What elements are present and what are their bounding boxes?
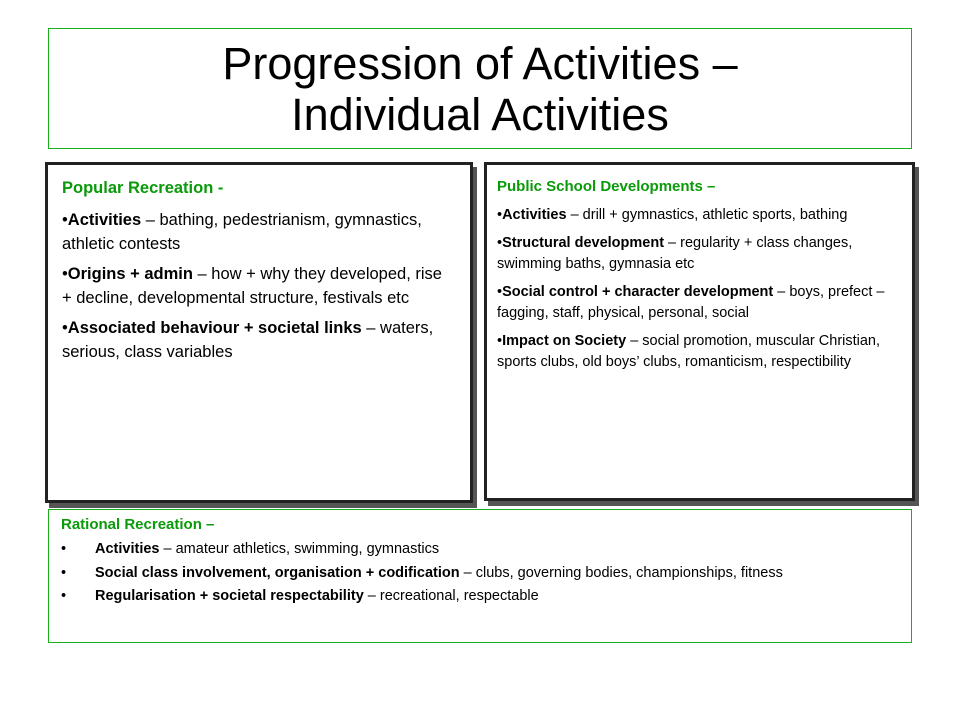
public-item-impact [497, 331, 902, 373]
item-text: – amateur athletics, swimming, gymnastics [159, 541, 440, 557]
rational-recreation-panel [48, 509, 912, 643]
item-text: – social promotion, muscular Christian, sports clubs, old boys’ clubs, romanticism, respectibility [497, 333, 881, 370]
item-text: – bathing, pedestrianism, gymnastics, athletic contests [62, 211, 422, 253]
slide-title-line-2: Individual Activities [291, 88, 669, 140]
rational-recreation-heading: Rational Recreation – [61, 516, 215, 533]
rational-item-regularisation [61, 589, 899, 605]
bullet: • [61, 588, 67, 604]
item-text: – recreational, respectable [363, 588, 539, 604]
item-text: – boys, prefect – fagging, staff, physical, personal, social [497, 284, 885, 321]
item-text: – how + why they developed, rise + decline, developmental structure, festivals etc [62, 265, 442, 307]
popular-item-origins [62, 262, 456, 310]
bullet: • [61, 541, 67, 557]
popular-item-activities [62, 208, 456, 256]
item-label: Social control + character development [502, 284, 774, 300]
bullet: • [497, 284, 503, 300]
item-text: – regularity + class changes, swimming baths, gymnasia etc [497, 235, 853, 272]
item-text: – clubs, governing bodies, championships, fitness [459, 564, 783, 581]
rational-item-social-class [61, 566, 899, 582]
bullet: • [62, 319, 68, 337]
bullet: • [497, 207, 503, 223]
item-label: Regularisation + societal respectability [95, 588, 364, 604]
public-school-panel [484, 162, 915, 501]
bullet: • [62, 265, 68, 283]
popular-item-behaviour [62, 316, 456, 364]
popular-recreation-heading: Popular Recreation - [62, 179, 224, 197]
item-text: – drill + gymnastics, athletic sports, bathing [566, 207, 848, 223]
public-item-structural [497, 233, 902, 275]
bullet: • [497, 333, 503, 349]
item-label: Activities [502, 207, 567, 223]
item-label: Impact on Society [502, 333, 627, 349]
item-label: Origins + admin [67, 265, 193, 283]
popular-recreation-panel [45, 162, 473, 503]
item-label: Activities [95, 541, 160, 557]
item-text: – waters, serious, class variables [62, 319, 434, 361]
item-label: Associated behaviour + societal links [67, 319, 362, 337]
item-label: Activities [67, 211, 142, 229]
item-label: Structural development [502, 235, 665, 251]
public-item-activities [497, 205, 902, 226]
slide-title-box [48, 28, 912, 149]
slide-title-line-1: Progression of Activities – [222, 37, 738, 89]
public-school-heading: Public School Developments – [497, 178, 716, 195]
public-item-social-control [497, 282, 902, 324]
bullet: • [61, 564, 67, 581]
bullet: • [497, 235, 503, 251]
rational-item-activities [61, 542, 899, 558]
bullet: • [62, 211, 68, 229]
item-label: Social class involvement, organisation + codification [95, 564, 460, 581]
